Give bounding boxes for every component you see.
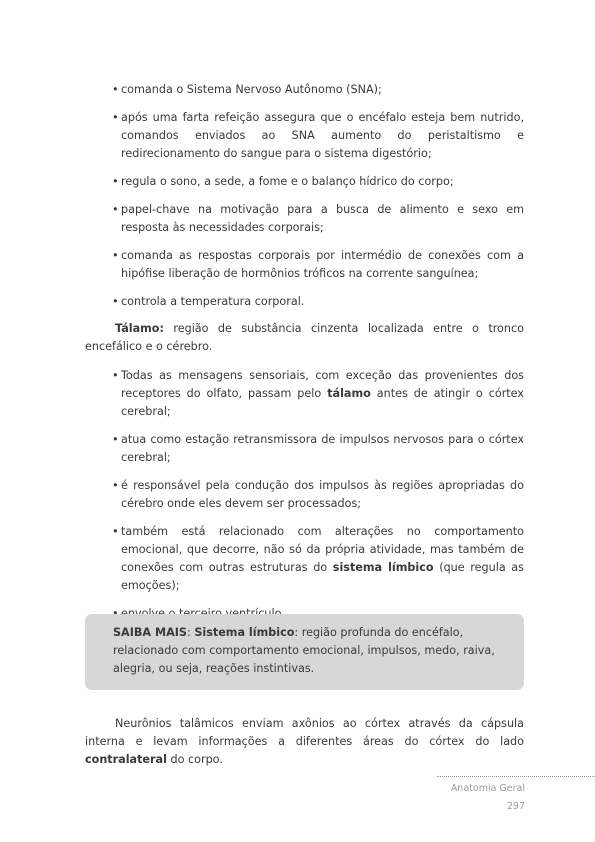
list-item-text-after: antes de atingir o córtex cerebral; [121,387,524,418]
footer-divider [437,776,595,777]
saiba-mais-term: Sistema límbico [194,626,295,639]
list-item [112,431,524,467]
thalamus-definition: região de substância cinzenta localizada entre o tronco encefálico e o cérebro. [85,322,524,353]
thalamus-term: Tálamo: [115,322,164,335]
bullet-icon: • [112,175,119,188]
list-item-text-after: (que regula as emoções); [121,561,524,592]
bullet-icon: • [112,249,119,262]
bullet-icon: • [112,525,119,538]
bullet-icon: • [112,295,119,308]
list-item [112,293,524,311]
bullet-icon: • [112,433,119,446]
list-item [112,523,524,595]
thalamus-intro-paragraph [85,320,524,356]
bullet-icon: • [112,479,119,492]
list-item [112,247,524,283]
closing-text-after: do corpo. [166,753,223,766]
bullet-icon: • [112,83,119,96]
saiba-mais-definition: : região profunda do encéfalo, relacionado com comportamento emocional, impulsos, medo, raiva, alegria, ou seja, reações instintivas. [113,626,495,675]
list-item-text: papel-chave na motivação para a busca de alimento e sexo em resposta às necessidades corporais; [121,203,524,234]
list-item [112,173,524,191]
bullet-icon: • [112,369,119,382]
bullet-icon: • [112,111,119,124]
list-item [112,367,524,421]
list-item-bold: sistema límbico [332,561,434,574]
closing-text: Neurônios talâmicos enviam axônios ao córtex através da cápsula interna e levam informações a diferentes áreas do córtex do lado [85,717,524,748]
saiba-mais-box [85,614,524,690]
hypothalamus-functions-list [112,81,524,321]
saiba-mais-text [113,624,496,678]
list-item-text: controla a temperatura corporal. [121,295,305,308]
thalamus-functions-list [112,367,524,633]
list-item-text: também está relacionado com alterações no comportamento emocional, que decorre, não só da própria atividade, mas também de conexões com outras estruturas do [121,525,524,574]
list-item-bold: tálamo [327,387,371,400]
list-item [112,109,524,163]
list-item-text: é responsável pela condução dos impulsos às regiões apropriadas do cérebro onde eles devem ser processados; [121,479,524,510]
list-item [112,81,524,99]
bullet-icon: • [112,203,119,216]
list-item [112,477,524,513]
list-item-text: comanda as respostas corporais por intermédio de conexões com a hipófise liberação de hormônios tróficos na corrente sanguínea; [121,249,524,280]
list-item-text: Todas as mensagens sensoriais, com exceção das provenientes dos receptores do olfato, passam pelo [121,369,524,400]
closing-paragraph [85,715,524,769]
list-item-text: comanda o Sistema Nervoso Autônomo (SNA); [121,83,382,96]
list-item [112,201,524,237]
list-item-text: após uma farta refeição assegura que o encéfalo esteja bem nutrido, comandos enviados ao SNA aumento do peristaltismo e redirecionamento do sangue para o sistema digestório; [121,111,524,160]
page-footer: Anatomia Geral 297 [450,783,525,812]
list-item-text: regula o sono, a sede, a fome e o balanço hídrico do corpo; [121,175,454,188]
saiba-mais-label: SAIBA MAIS [113,626,187,639]
list-item-text: atua como estação retransmissora de impulsos nervosos para o córtex cerebral; [121,433,524,464]
closing-bold: contralateral [85,753,167,766]
saiba-mais-separator: : [186,626,195,639]
